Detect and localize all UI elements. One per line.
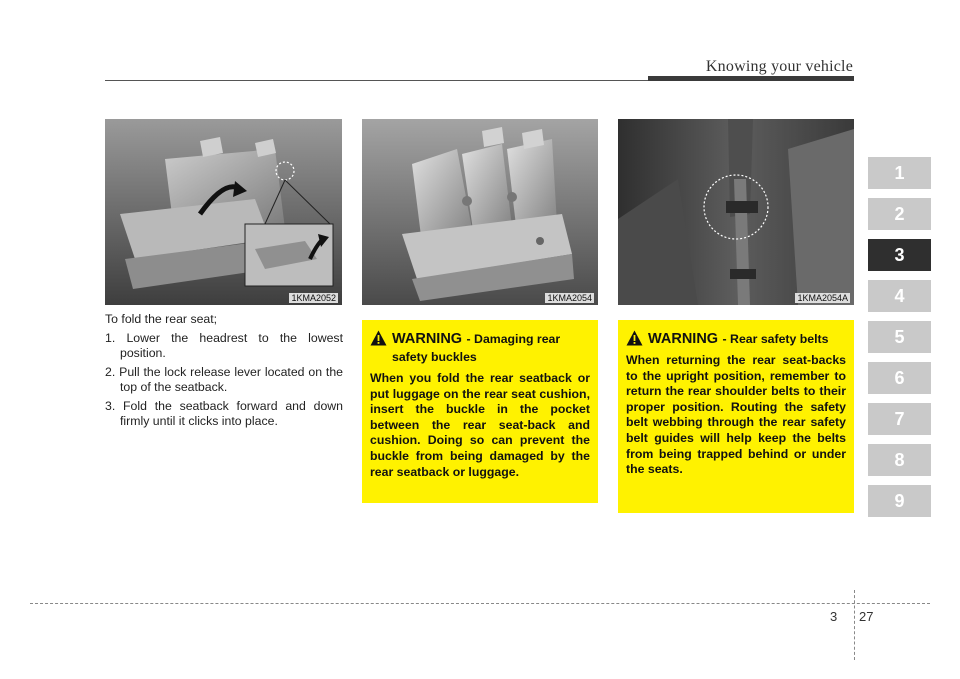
warning-heading: [370, 330, 590, 366]
fold-instructions: [105, 312, 343, 433]
chapter-tab-6[interactable]: 6: [868, 362, 931, 394]
warning-subtitle: - Rear safety belts: [722, 332, 829, 346]
chapter-tabs: [868, 157, 931, 526]
header-rule: [105, 80, 648, 81]
header-bar: [648, 76, 854, 81]
chapter-tab-9[interactable]: 9: [868, 485, 931, 517]
rear-belt-guide-illustration: [618, 119, 854, 305]
warning-triangle-icon: [626, 330, 643, 346]
instruction-step: 3. Fold the seatback forward and down firmly until it clicks into place.: [105, 398, 343, 428]
rear-seat-fold-photo: [105, 119, 342, 305]
chapter-tab-4[interactable]: 4: [868, 280, 931, 312]
warning-triangle-icon: [370, 330, 387, 346]
instruction-step: 1. Lower the headrest to the lowest position.: [105, 330, 343, 360]
footer-rule: [30, 603, 930, 604]
page-chapter-number: 3: [830, 609, 838, 624]
image-code: 1KMA2054A: [797, 293, 848, 303]
page-number: 27: [859, 609, 874, 624]
chapter-tab-5[interactable]: 5: [868, 321, 931, 353]
chapter-tab-3[interactable]: 3: [868, 239, 931, 271]
instructions-intro: To fold the rear seat;: [105, 312, 218, 326]
footer-divider: [854, 590, 855, 660]
warning-subtitle: - Damaging rear safety buckles: [392, 332, 561, 364]
warning-body: When you fold the rear seatback or put luggage on the rear seat cushion, insert the buckle in the pocket between the rear seat-back and cushion. Doing so can prevent the buckle from being damaged by the rear seatback or luggage.: [370, 371, 590, 479]
image-code: 1KMA2054: [547, 293, 592, 303]
chapter-tab-1[interactable]: 1: [868, 157, 931, 189]
warning-body: When returning the rear seat-backs to the upright position, remember to return the rear shoulder belts to their proper position. Routing the safety belt webbing through the rear safety belt guides will help keep the belts from being trapped behind or under the seats.: [626, 353, 846, 477]
warning-word: WARNING: [392, 331, 463, 347]
section-title: Knowing your vehicle: [705, 58, 853, 75]
image-code: 1KMA2052: [291, 293, 336, 303]
chapter-tab-2[interactable]: 2: [868, 198, 931, 230]
chapter-tab-7[interactable]: 7: [868, 403, 931, 435]
instruction-step: 2. Pull the lock release lever located on the top of the seatback.: [105, 364, 343, 394]
rear-seat-fold-illustration: [105, 119, 342, 305]
rear-belt-guide-photo: [618, 119, 854, 305]
warning-heading: [626, 330, 846, 348]
warning-box-rear-belts: [618, 320, 854, 513]
rear-seat-upright-photo: [362, 119, 598, 305]
warning-word: WARNING: [648, 331, 719, 347]
rear-seat-upright-illustration: [362, 119, 598, 305]
warning-box-buckles: [362, 320, 598, 503]
chapter-tab-8[interactable]: 8: [868, 444, 931, 476]
